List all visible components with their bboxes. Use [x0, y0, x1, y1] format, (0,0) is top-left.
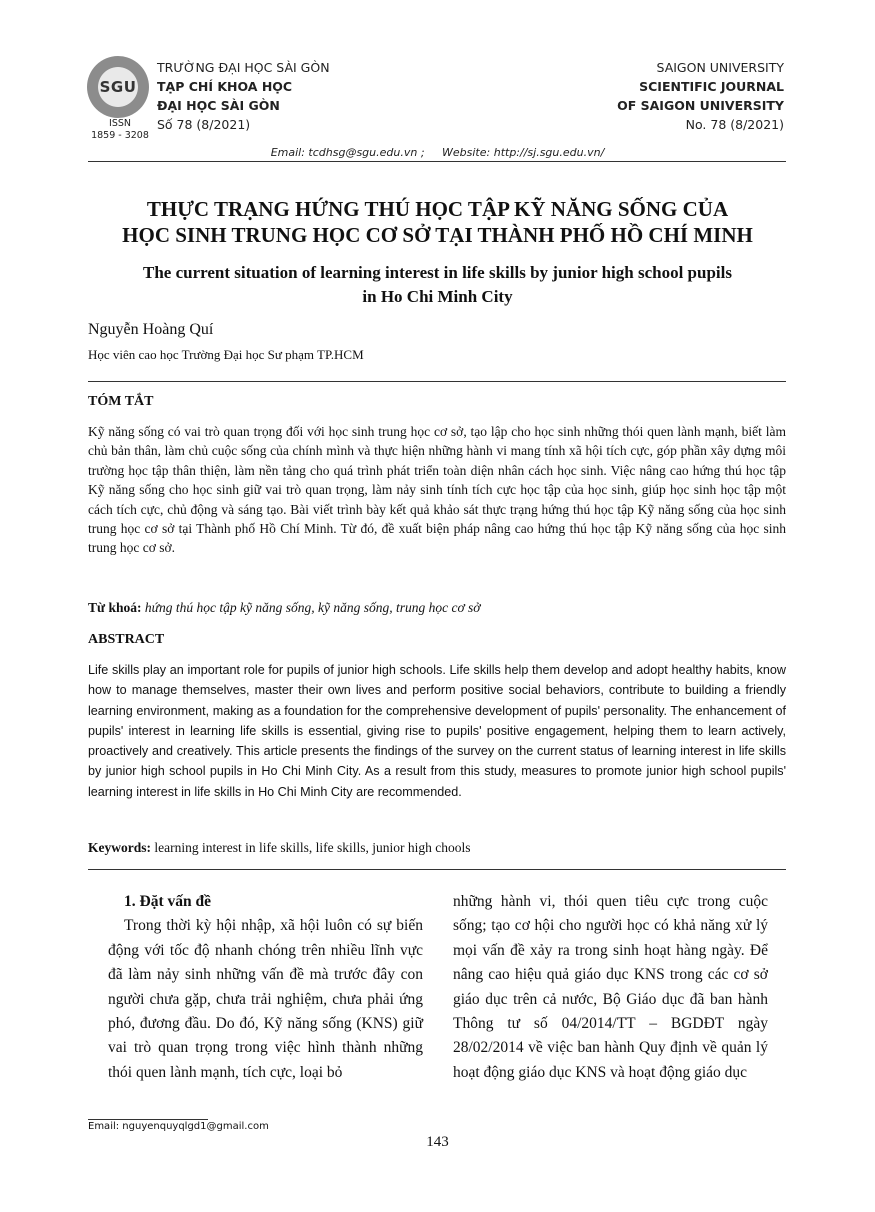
body-column-right: [453, 890, 768, 1085]
header-left: [157, 58, 330, 134]
issn-number: 1859 - 3208: [91, 130, 149, 141]
journal-name-vn-2: ĐẠI HỌC SÀI GÒN: [157, 98, 280, 113]
title-vn-line2: HỌC SINH TRUNG HỌC CƠ SỞ TẠI THÀNH PHỐ HỒ CHÍ MINH: [122, 223, 753, 247]
title-vn-line1: THỰC TRẠNG HỨNG THÚ HỌC TẬP KỸ NĂNG SỐNG CỦA: [146, 197, 729, 221]
university-name-en: SAIGON UNIVERSITY: [656, 60, 784, 75]
keywords-vn-text: hứng thú học tập kỹ năng sống, kỹ năng sống, trung học cơ sở: [144, 600, 481, 615]
summary-text: Kỹ năng sống có vai trò quan trọng đối với học sinh trung học cơ sở, tạo lập cho học sinh những thói quen lành mạnh, biết làm chủ bản thân, làm chủ cuộc sống của chính mình và thực hiện những hành vi mang tính xã hội tích cực, góp phần xây dựng môi trường học tập thân thiện, làm nền tảng cho quá trình phát triển toàn diện nhân cách học sinh. Việc nâng cao hứng thú học tập Kỹ năng sống cho học sinh giữ vai trò quan trọng, làm nảy sinh tính tích cực học tập của học sinh, giúp học sinh học tập một cách tích cực, chủ động và sáng tạo. Bài viết trình bày kết quả khảo sát thực trạng hứng thú học tập Kỹ năng sống của học sinh trung học cơ sở tại Thành phố Hồ Chí Minh. Từ đó, đề xuất biện pháp nâng cao hứng thú học tập Kỹ năng sống của học sinh trung học cơ sở.: [88, 424, 786, 556]
title-vn: [60, 196, 815, 248]
issue-number-en: No. 78 (8/2021): [685, 117, 784, 132]
keywords-vn-label: Từ khoá:: [88, 600, 142, 615]
keywords-vn: [88, 600, 786, 616]
body-column-left: [108, 890, 423, 1085]
logo-text: SGU: [99, 78, 137, 96]
body-text-left: Trong thời kỳ hội nhập, xã hội luôn có sự biến động với tốc độ nhanh chóng trên nhiều lĩnh vực đã làm nảy sinh những vấn đề mà trước đây con người chưa gặp, chưa trải nghiệm, chưa phải ứng phó, đương đầu. Do đó, Kỹ năng sống (KNS) giữ vai trò quan trọng trong việc hình thành những thói quen lành mạnh, tích cực, loại bỏ: [108, 917, 423, 1081]
journal-name-en-1: SCIENTIFIC JOURNAL: [639, 79, 784, 94]
issue-number-vn: Số 78 (8/2021): [157, 117, 251, 132]
body-text-right: những hành vi, thói quen tiêu cực trong cuộc sống; tạo cơ hội cho người học có khả năng xử lý mọi vấn đề xảy ra trong sinh hoạt hàng ngày. Để nâng cao hiệu quả giáo dục KNS trong các cơ sở giáo dục trên cả nước, Bộ Giáo dục đã ban hành Thông tư số 04/2014/TT – BGDĐT ngày 28/02/2014 về việc ban hành Quy định về quản lý hoạt động giáo dục KNS và hoạt động giáo dục: [453, 893, 768, 1081]
abstract-heading: ABSTRACT: [88, 632, 165, 647]
university-name-vn: TRƯỜNG ĐẠI HỌC SÀI GÒN: [157, 60, 330, 75]
journal-contact: Email: tcdhsg@sgu.edu.vn ; Website: http://sj.sgu.edu.vn/: [270, 146, 605, 159]
title-en-line2: in Ho Chi Minh City: [362, 287, 513, 306]
header-rule: [88, 161, 786, 162]
title-en: [60, 261, 815, 309]
keywords-en: [88, 840, 786, 856]
page-number: 143: [426, 1134, 449, 1150]
keywords-en-label: Keywords:: [88, 840, 151, 855]
abstract-bottom-rule: [88, 869, 786, 870]
author-name: Nguyễn Hoàng Quí: [88, 321, 214, 338]
summary-heading: TÓM TẮT: [88, 394, 154, 409]
title-en-line1: The current situation of learning interest in life skills by junior high school pupils: [143, 263, 732, 282]
abstract-text: Life skills play an important role for pupils of junior high schools. Life skills help them develop and adopt healthy habits, know how to manage themselves, master their own lives and perform positive social behaviors, contribute to building a friendly learning environment, making as a foundation for the comprehensive development of pupils' personality. The enhancement of pupils' interest in learning life skills is essential, giving rise to pupils' positive engagement, helping them to learn actively, proactively and creatively. This article presents the findings of the survey on the current status of learning interest in life skills by junior high school pupils in Ho Chi Minh City. As a result from this study, measures to promote junior high school pupils' learning interest in life skills in Ho Chi Minh City are recommended.: [88, 663, 786, 799]
journal-name-vn-1: TẠP CHÍ KHOA HỌC: [157, 79, 293, 94]
summary-top-rule: [88, 381, 786, 382]
journal-logo: [87, 56, 149, 118]
author-affiliation: Học viên cao học Trường Đại học Sư phạm TP.HCM: [88, 347, 364, 362]
journal-name-en-2: OF SAIGON UNIVERSITY: [617, 98, 784, 113]
section-heading: 1. Đặt vấn đề: [124, 893, 211, 910]
keywords-en-text: learning interest in life skills, life skills, junior high chools: [154, 840, 471, 855]
footnote-email: Email: nguyenquyqlgd1@gmail.com: [88, 1121, 269, 1132]
header-right: [617, 58, 784, 134]
issn-label: ISSN: [109, 118, 131, 129]
footnote-rule: [88, 1119, 208, 1120]
